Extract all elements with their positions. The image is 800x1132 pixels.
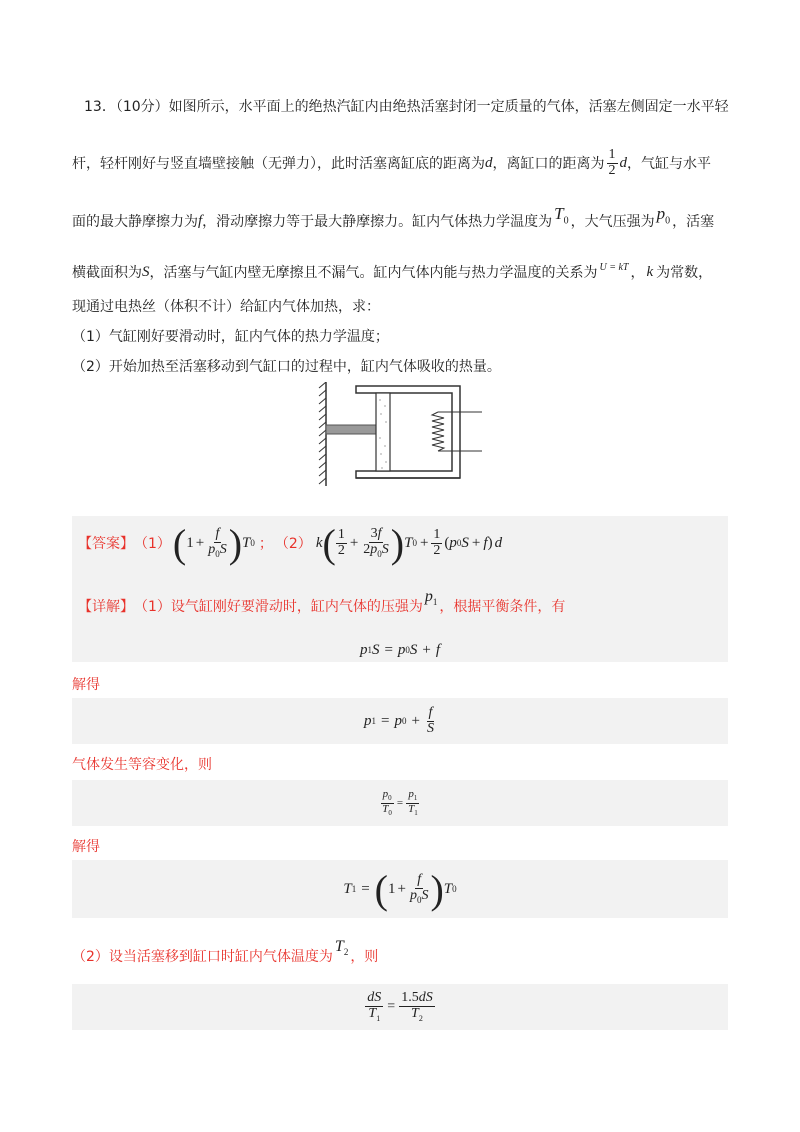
detail-label: 【详解】 [78, 599, 134, 615]
question-line-4 [72, 262, 712, 282]
detail-text-2: 气体发生等容变化，则 [72, 757, 212, 773]
equation-isochoric: $\frac{p_0}{T_0}$ = $\frac{p_1}{T_1}$ [382, 787, 418, 817]
question-text-3a: 面的最大静摩擦力为 [72, 214, 198, 231]
sub-question-2-text: （2）开始加热至活塞移动到气缸口的过程中，缸内气体吸收的热量。 [72, 359, 501, 375]
answer-1-formula: ( 1 + $\frac{f}{p_0S}$ ) T 0 [172, 520, 255, 566]
var-p0: p [656, 204, 666, 223]
fraction-half [607, 148, 618, 178]
question-text-2c: ，气缸与水平 [627, 156, 711, 173]
var-d: d [485, 154, 493, 171]
detail-text-3b: ，则 [350, 949, 379, 965]
sub-question-1-text: （1）气缸刚好要滑动时，缸内气体的热力学温度； [72, 329, 389, 345]
piston [376, 393, 390, 471]
question-text-4b: ，活塞与气缸内壁无摩擦且不漏气。缸内气体内能与热力学温度的关系为 [149, 265, 598, 281]
var-p1: p [424, 588, 433, 606]
heater-coil [432, 412, 444, 451]
detail-text-1b: ，根据平衡条件，有 [439, 599, 566, 615]
equation-T1: T 1 = ( 1 + $\frac{f}{p_0S}$ ) T 0 [343, 866, 457, 912]
answer-part2-label: （2） [274, 536, 312, 552]
question-text-2a: 杆，轻杆刚好与竖直墙壁接触（无弹力），此时活塞离缸底的距离为 [72, 156, 485, 173]
var-T0: T [554, 204, 564, 223]
var-T2: T [334, 938, 344, 956]
equation-p1: p 1 = p 0 + $\frac{f}{S}$ [364, 704, 434, 736]
rod [326, 425, 382, 434]
detail-row-1: 【详解】 （1）设气缸刚好要滑动时，缸内气体的压强为 $p_1$ ，根据平衡条件，有 [78, 588, 566, 615]
solve-label-1: 解得 [72, 677, 100, 693]
var-S: S [142, 263, 150, 280]
question-text-4c: ， [630, 265, 645, 281]
answer-row [78, 520, 502, 566]
question-text-2b: ，离缸口的距离为 [492, 156, 605, 173]
detail-text-3: （2）设当活塞移到缸口时缸内气体温度为 [72, 949, 333, 965]
question-line-5 [72, 296, 380, 316]
question-text-3b: ，滑动摩擦力等于最大静摩擦力。缸内气体热力学温度为 [202, 214, 553, 231]
wall-hatching [319, 382, 326, 484]
question-line-1 [84, 96, 729, 116]
answer-label: 【答案】 [78, 536, 134, 552]
question-text-1: 如图所示，水平面上的绝热汽缸内由绝热活塞封闭一定质量的气体，活塞左侧固定一水平轻 [168, 99, 729, 115]
frac-num: 1 [608, 147, 616, 162]
question-number: 13．（10分） [84, 99, 169, 115]
cylinder-diagram [318, 382, 484, 486]
question-text-4a: 横截面积为 [72, 265, 142, 281]
var-f: f [198, 212, 203, 229]
answer-part1-label: （1） [134, 536, 171, 552]
detail-text-1: （1）设气缸刚好要滑动时，缸内气体的压强为 [134, 599, 423, 615]
solve-label-2: 解得 [72, 839, 100, 855]
frac-den: 2 [608, 162, 616, 178]
question-text-3d: ，活塞 [672, 214, 715, 231]
question-line-2: 杆，轻杆刚好与竖直墙壁接触（无弹力），此时活塞离缸底的距离为 d ，离缸口的距离为 $\frac{1}{2}$ d ，气缸与水平 [72, 147, 711, 178]
answer-sep: ； [258, 536, 273, 552]
equation-T2: $\frac{dS}{T_1}$ = $\frac{1.5dS}{T_2}$ [367, 990, 433, 1023]
var-k: k [646, 263, 654, 280]
detail-row-3: （2）设当活塞移到缸口时缸内气体温度为 $T_2$ ，则 [72, 938, 379, 965]
question-text-5: 现通过电热丝（体积不计）给缸内气体加热，求： [72, 299, 380, 315]
question-text-3c: ，大气压强为 [570, 214, 655, 231]
answer-2-formula: k ( $\frac{1}{2}$ + $\frac{3f}{2p_0S}$ ) T 0 + $\frac{1}{2}$ ( p 0 S + f ) d [315, 520, 503, 566]
sub-question-2 [72, 356, 501, 376]
question-text-4d: 为常数， [656, 265, 713, 281]
equation-balance: p 1 S = p 0 S + f [359, 641, 441, 658]
formula-U-kT: U = kT [599, 261, 629, 273]
question-line-3: 面的最大静摩擦力为 f ，滑动摩擦力等于最大静摩擦力。缸内气体热力学温度为 $T_0$ ，大气压强为 $p_0$ ，活塞 [72, 204, 715, 231]
sub-question-1 [72, 326, 389, 346]
